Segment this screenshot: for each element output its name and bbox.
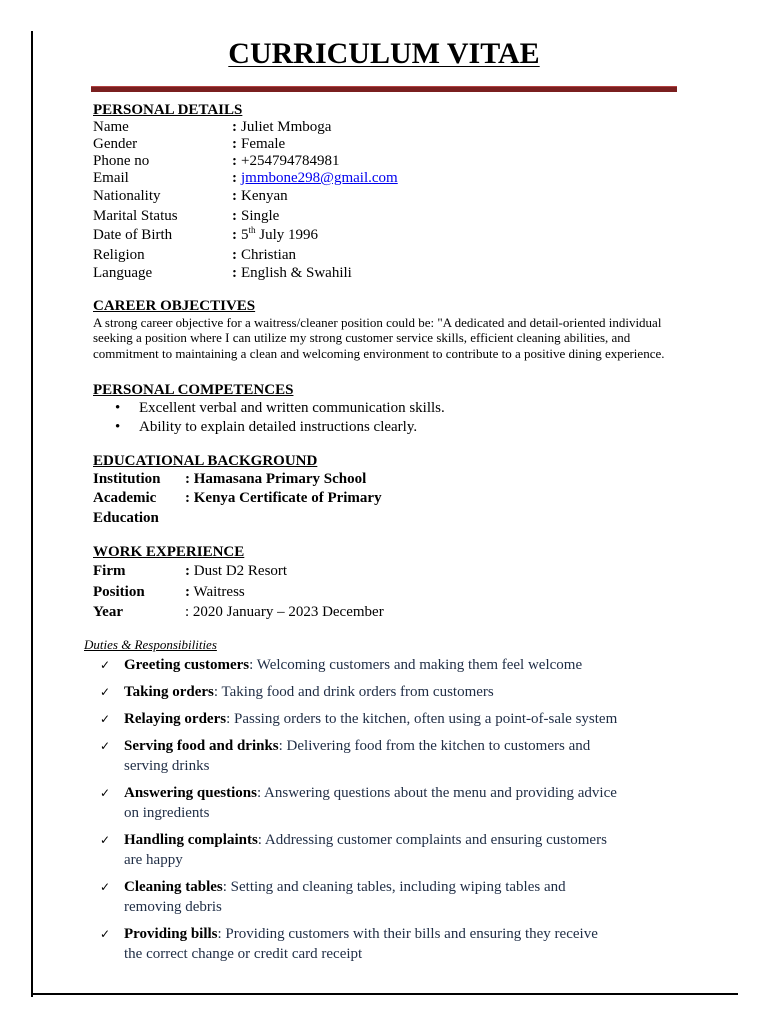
education-value: : Kenya Certificate of Primary (185, 490, 382, 507)
duty-item-providing-bills: ✓ Providing bills: Providing customers with their bills and ensuring they receive the correct change or credit card receipt (100, 926, 598, 962)
bullet-dot-icon: • (115, 418, 121, 435)
work-value: : Dust D2 Resort (185, 563, 288, 580)
work-row-position (93, 582, 673, 603)
duty-item-answering-questions: ✓ Answering questions: Answering questions about the menu and providing advice on ingredients (100, 785, 617, 821)
detail-label: Marital Status (93, 207, 178, 224)
detail-value: : +254794784981 (232, 153, 340, 169)
education-label: Academic (93, 490, 157, 507)
education-row-institution (93, 470, 673, 490)
detail-value: : 5th July 1996 (232, 225, 319, 243)
work-label: Position (93, 583, 145, 600)
education-label: Institution (93, 470, 161, 487)
detail-label: Phone no (93, 153, 150, 169)
checkmark-icon: ✓ (100, 712, 111, 726)
competences-list (93, 399, 673, 437)
work-value: : 2020 January – 2023 December (185, 604, 384, 621)
cv-body (93, 101, 673, 623)
detail-value: : jmmbone298@gmail.com (232, 170, 398, 186)
detail-row-religion (93, 246, 673, 266)
detail-value: : Female (232, 136, 286, 152)
work-label: Firm (93, 563, 126, 580)
work-experience-heading: WORK EXPERIENCE (93, 544, 245, 561)
list-item: • Excellent verbal and written communication skills. (115, 399, 445, 416)
checkmark-icon: ✓ (100, 685, 111, 699)
work-experience-section (93, 543, 673, 623)
checkmark-icon: ✓ (100, 786, 111, 800)
detail-label: Email (93, 170, 129, 186)
checkmark-icon: ✓ (100, 739, 111, 753)
detail-row-name (93, 119, 673, 136)
bullet-dot-icon: • (115, 399, 121, 416)
education-heading: EDUCATIONAL BACKGROUND (93, 452, 318, 469)
detail-row-date-of-birth (93, 226, 673, 246)
duty-item-handling-complaints: ✓ Handling complaints: Addressing customer complaints and ensuring customers are happy (100, 832, 607, 868)
detail-row-language (93, 265, 673, 282)
detail-label: Gender (93, 136, 138, 152)
education-label: Education (93, 509, 159, 526)
education-section (93, 452, 673, 529)
personal-competences-section (93, 381, 673, 437)
education-row-academic (93, 489, 673, 509)
detail-value: : Juliet Mmboga (232, 119, 332, 135)
duties-heading: Duties & Responsibilities (84, 637, 217, 652)
detail-label: Religion (93, 246, 145, 263)
detail-value: : Kenyan (232, 188, 288, 204)
duty-item-taking-orders: ✓ Taking orders: Taking food and drink orders from customers (100, 684, 494, 700)
work-value: : Waitress (185, 583, 245, 600)
detail-row-phone (93, 153, 673, 170)
work-label: Year (93, 604, 123, 621)
detail-value: : English & Swahili (232, 265, 352, 281)
personal-details-heading: PERSONAL DETAILS (93, 102, 243, 118)
email-link[interactable]: jmmbone298@gmail.com (241, 170, 398, 186)
detail-label: Date of Birth (93, 227, 173, 243)
detail-row-gender (93, 136, 673, 153)
work-row-firm (93, 561, 673, 582)
checkmark-icon: ✓ (100, 658, 111, 672)
duties-list (100, 655, 645, 964)
page-border-bottom (31, 993, 738, 995)
duty-item-cleaning-tables: ✓ Cleaning tables: Setting and cleaning tables, including wiping tables and removing debris (100, 879, 566, 915)
career-objectives-text: A strong career objective for a waitress/cleaner position could be: "A dedicated and detail-oriented individual seeking a position where I can utilize my strong customer service skills, efficient cleaning abilities, and commitment to maintaining a clean and welcoming environment to contribute to a positive dining experience. (93, 315, 665, 361)
detail-value: : Christian (232, 246, 296, 263)
detail-label: Nationality (93, 188, 161, 204)
detail-label: Name (93, 119, 129, 135)
detail-row-marital-status (93, 207, 673, 227)
duty-item-serving: ✓ Serving food and drinks: Delivering food from the kitchen to customers and serving drinks (100, 738, 591, 774)
detail-value: : Single (232, 207, 280, 224)
personal-competences-heading: PERSONAL COMPETENCES (93, 381, 294, 398)
detail-row-email (93, 170, 673, 187)
checkmark-icon: ✓ (100, 880, 111, 894)
page-border-left (31, 31, 33, 997)
checkmark-icon: ✓ (100, 833, 111, 847)
title-rule (91, 86, 677, 92)
list-item: • Ability to explain detailed instructions clearly. (115, 418, 418, 435)
detail-label: Language (93, 265, 153, 281)
personal-details-section (93, 101, 673, 282)
education-value: : Hamasana Primary School (185, 470, 367, 487)
duty-item-greeting: ✓ Greeting customers: Welcoming customers and making them feel welcome (100, 657, 583, 673)
page-title: CURRICULUM VITAE (228, 37, 540, 70)
career-objectives-section (93, 297, 673, 361)
duty-item-relaying-orders: ✓ Relaying orders: Passing orders to the kitchen, often using a point-of-sale system (100, 711, 618, 727)
work-row-year (93, 602, 673, 623)
detail-row-nationality (93, 187, 673, 207)
checkmark-icon: ✓ (100, 927, 111, 941)
education-row-education (93, 509, 673, 529)
career-objectives-heading: CAREER OBJECTIVES (93, 298, 256, 314)
